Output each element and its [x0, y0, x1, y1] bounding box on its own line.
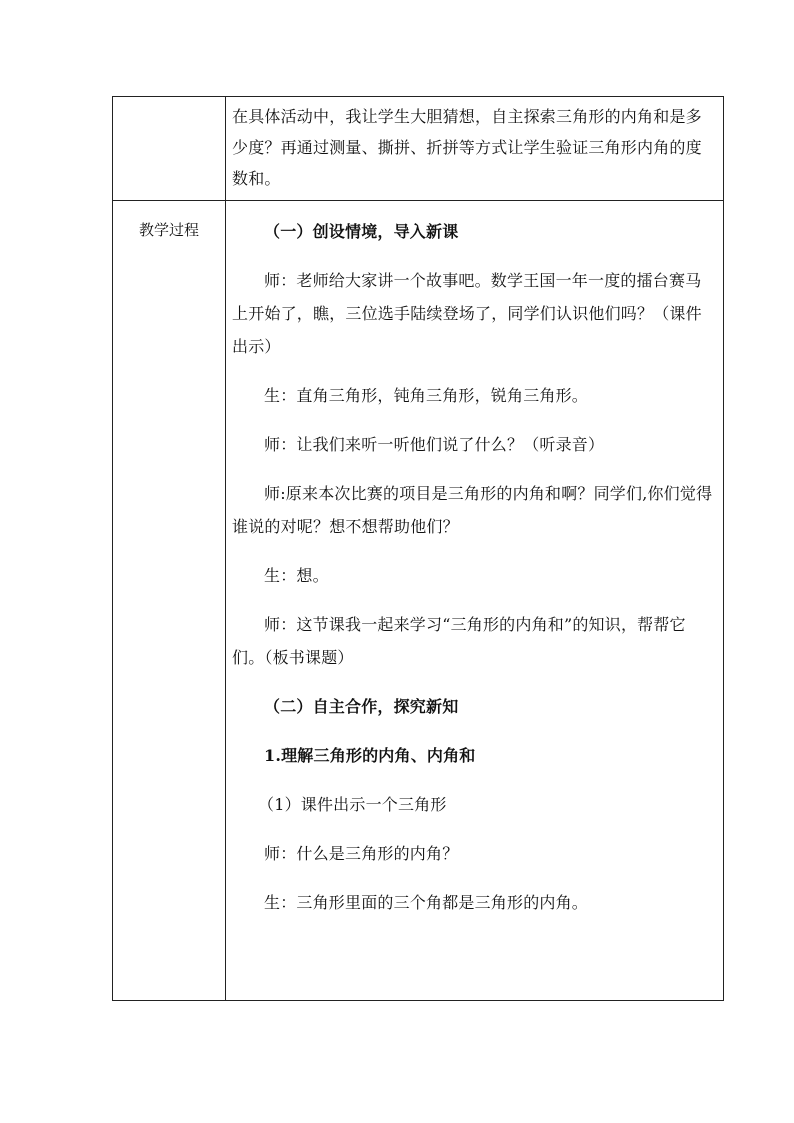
row-label-process: 教学过程 [138, 221, 199, 239]
process-content [226, 201, 723, 931]
row-label-cell-process [113, 201, 226, 1001]
dialogue-paragraph: 生：直角三角形，钝角三角形，锐角三角形。 [264, 386, 589, 405]
table-row-intro [113, 97, 724, 201]
row-label-cell-intro [113, 97, 226, 201]
intro-paragraph: 在具体活动中，我让学生大胆猜想，自主探索三角形的内角和是多少度？再通过测量、撕拼、折拼等方式让学生验证三角形内角的度数和。 [232, 107, 702, 188]
dialogue-paragraph: 生：三角形里面的三个角都是三角形的内角。 [264, 893, 589, 912]
dialogue-paragraph: 师:原来本次比赛的项目是三角形的内角和啊？同学们,你们觉得谁说的对呢？想不想帮助他们？ [232, 484, 713, 536]
content-cell-intro [226, 97, 724, 201]
dialogue-paragraph: 师：这节课我一起来学习“三角形的内角和”的知识，帮帮它们。（板书课题） [232, 615, 686, 667]
row-label-intro [113, 97, 225, 116]
section-heading: （一）创设情境，导入新课 [264, 222, 459, 241]
section-heading: （二）自主合作，探究新知 [264, 697, 459, 716]
dialogue-paragraph: （1）课件出示一个三角形 [258, 795, 447, 814]
table-row-process [113, 201, 724, 1001]
dialogue-paragraph: 生：想。 [264, 566, 329, 585]
dialogue-paragraph: 师：什么是三角形的内角？ [264, 844, 459, 863]
content-cell-process [226, 201, 724, 1001]
dialogue-paragraph: 师：让我们来听一听他们说了什么？（听录音） [264, 435, 605, 454]
dialogue-paragraph: 师：老师给大家讲一个故事吧。数学王国一年一度的擂台赛马上开始了，瞧，三位选手陆续登场了，同学们认识他们吗？（课件出示） [232, 271, 702, 356]
lesson-plan-table [112, 96, 724, 1001]
section-heading: 1.理解三角形的内角、内角和 [264, 746, 476, 765]
